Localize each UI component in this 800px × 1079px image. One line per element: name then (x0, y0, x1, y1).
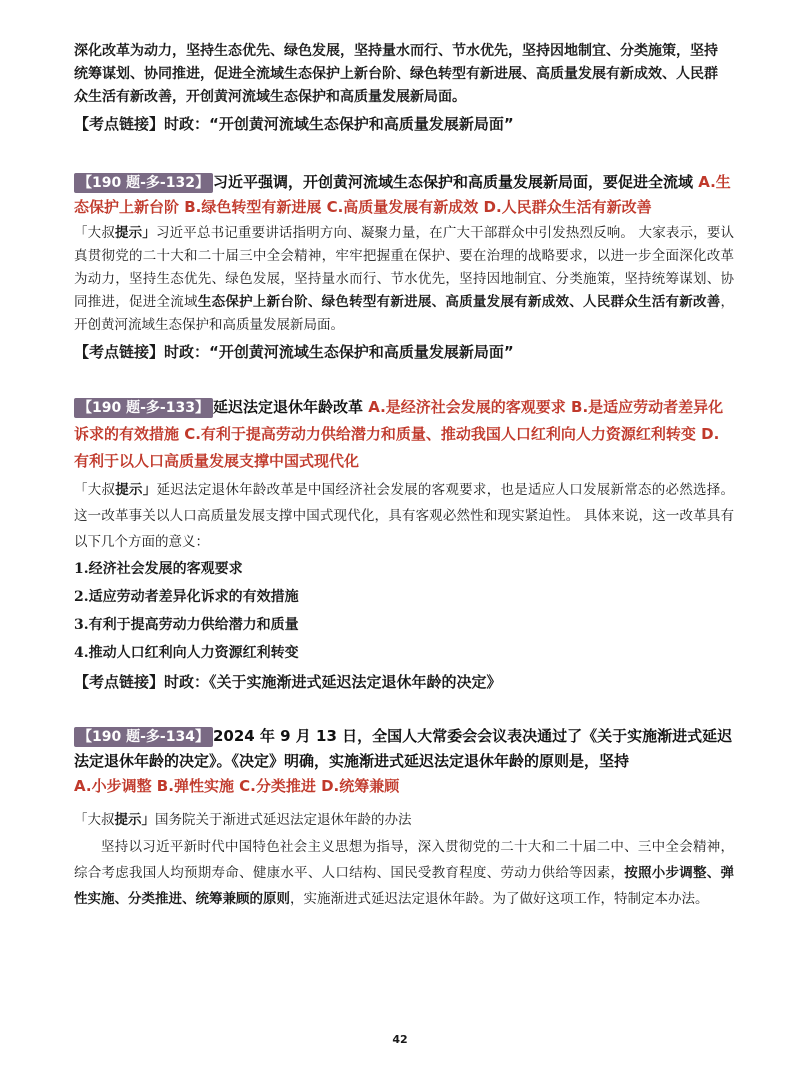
question-134-stem: 2024 年 9 月 13 日，全国人大常委会会议表决通过了《关于实施渐进式延迟法定退休年龄的决定》。《决定》明确，实施渐进式延迟法定退休年龄的原则是，坚持 (74, 727, 733, 770)
question-132-stem: 习近平强调，开创黄河流域生态保护和高质量发展新局面，要促进全流域 (212, 173, 693, 191)
question-134-tip-text1: 坚持以习近平新时代中国特色社会主义思想为指导，深入贯彻党的二十大和二十届二中、三中全会精神，综合考虑我国人均预期寿命、健康水平、人口结构、国民受教育程度、劳动力供给等因素， (74, 839, 734, 881)
list-item: 3.有利于提高劳动力供给潜力和质量 (74, 617, 299, 633)
question-133-body (74, 394, 734, 475)
tip-brand: 「大叔提示」 (74, 482, 157, 498)
top-exam-link: 【考点链接】时政：“开创黄河流域生态保护和高质量发展新局面” (74, 115, 514, 133)
question-133-stem: 延迟法定退休年龄改革 (212, 398, 363, 416)
question-133-exam-link: 【考点链接】时政：《关于实施渐进式延迟法定退休年龄的决定》 (74, 673, 502, 691)
question-132-tip-bold: 生态保护上新台阶、绿色转型有新进展、高质量发展有新成效、人民群众生活有新改善 (197, 294, 721, 310)
top-paragraph (74, 40, 734, 136)
top-line-2: 统筹谋划、协同推进，促进全流域生态保护上新台阶、绿色转型有新进展、高质量发展有新成效、人民群 (74, 66, 718, 82)
question-133-options: A.是经济社会发展的客观要求 B.是适应劳动者差异化诉求的有效措施 C.有利于提高劳动力供给潜力和质量、推动我国人口红利向人力资源红利转变 D.有利于以人口高质量发展支撑中国式现代化 (74, 398, 724, 470)
question-134 (74, 724, 734, 912)
question-134-tip-title: 国务院关于渐进式延迟法定退休年龄的办法 (155, 812, 412, 828)
list-item: 1.经济社会发展的客观要求 (74, 561, 243, 577)
question-133-tip (74, 477, 734, 555)
page-number: 42 (392, 1033, 408, 1046)
tip-brand: 「大叔提示」 (74, 225, 156, 241)
question-132-body (74, 170, 734, 220)
question-134-tip-heading (74, 809, 734, 832)
question-133-list (74, 555, 734, 667)
question-133 (74, 394, 734, 694)
question-132-options: A.生态保护上新台阶 B.绿色转型有新进展 C.高质量发展有新成效 D.人民群众生活有新改善 (74, 173, 731, 216)
question-134-tip-text2: ，实施渐进式延迟法定退休年龄。为了做好这项工作，特制定本办法。 (290, 891, 709, 907)
question-133-tip-text: 延迟法定退休年龄改革是中国经济社会发展的客观要求，也是适应人口发展新常态的必然选择。 这一改革事关以人口高质量发展支撑中国式现代化，具有客观必然性和现实紧迫性。 具体来说，这一改革具有以下几个方面的意义： (74, 482, 735, 550)
question-134-body (74, 724, 734, 799)
page-content (74, 40, 734, 912)
question-132-tag: 【190 题-多-132】 (74, 173, 213, 193)
question-132 (74, 170, 734, 364)
list-item: 4.推动人口红利向人力资源红利转变 (74, 645, 299, 661)
question-134-options: A.小步调整 B.弹性实施 C.分类推进 D.统筹兼顾 (74, 777, 400, 795)
question-134-tip-body (74, 834, 734, 912)
question-134-tag: 【190 题-多-134】 (74, 727, 213, 747)
top-line-1: 深化改革为动力，坚持生态优先、绿色发展，坚持量水而行、节水优先，坚持因地制宜、分类施策，坚持 (74, 43, 718, 59)
question-132-tip-text2: ，开创黄河流域生态保护和高质量发展新局面。 (74, 294, 735, 333)
list-item: 2.适应劳动者差异化诉求的有效措施 (74, 589, 299, 605)
question-132-exam-link: 【考点链接】时政：“开创黄河流域生态保护和高质量发展新局面” (74, 343, 514, 361)
question-132-tip (74, 222, 734, 337)
question-134-tip-bold: 按照小步调整、弹性实施、分类推进、统筹兼顾的原则 (74, 865, 735, 907)
top-line-3: 众生活有新改善，开创黄河流域生态保护和高质量发展新局面。 (74, 89, 466, 105)
question-133-tag: 【190 题-多-133】 (74, 398, 213, 418)
tip-brand: 「大叔提示」 (74, 812, 155, 828)
question-132-tip-text1: 习近平总书记重要讲话指明方向、凝聚力量，在广大干部群众中引发热烈反响。 大家表示，要认真贯彻党的二十大和二十届三中全会精神，牢牢把握重在保护、要在治理的战略要求，以进一步全面深化改革为动力，坚持生态优先、绿色发展，坚持量水而行、节水优先，坚持因地制宜、分类施策，坚持统筹谋划、协同推进，促进全流域 (74, 225, 734, 310)
